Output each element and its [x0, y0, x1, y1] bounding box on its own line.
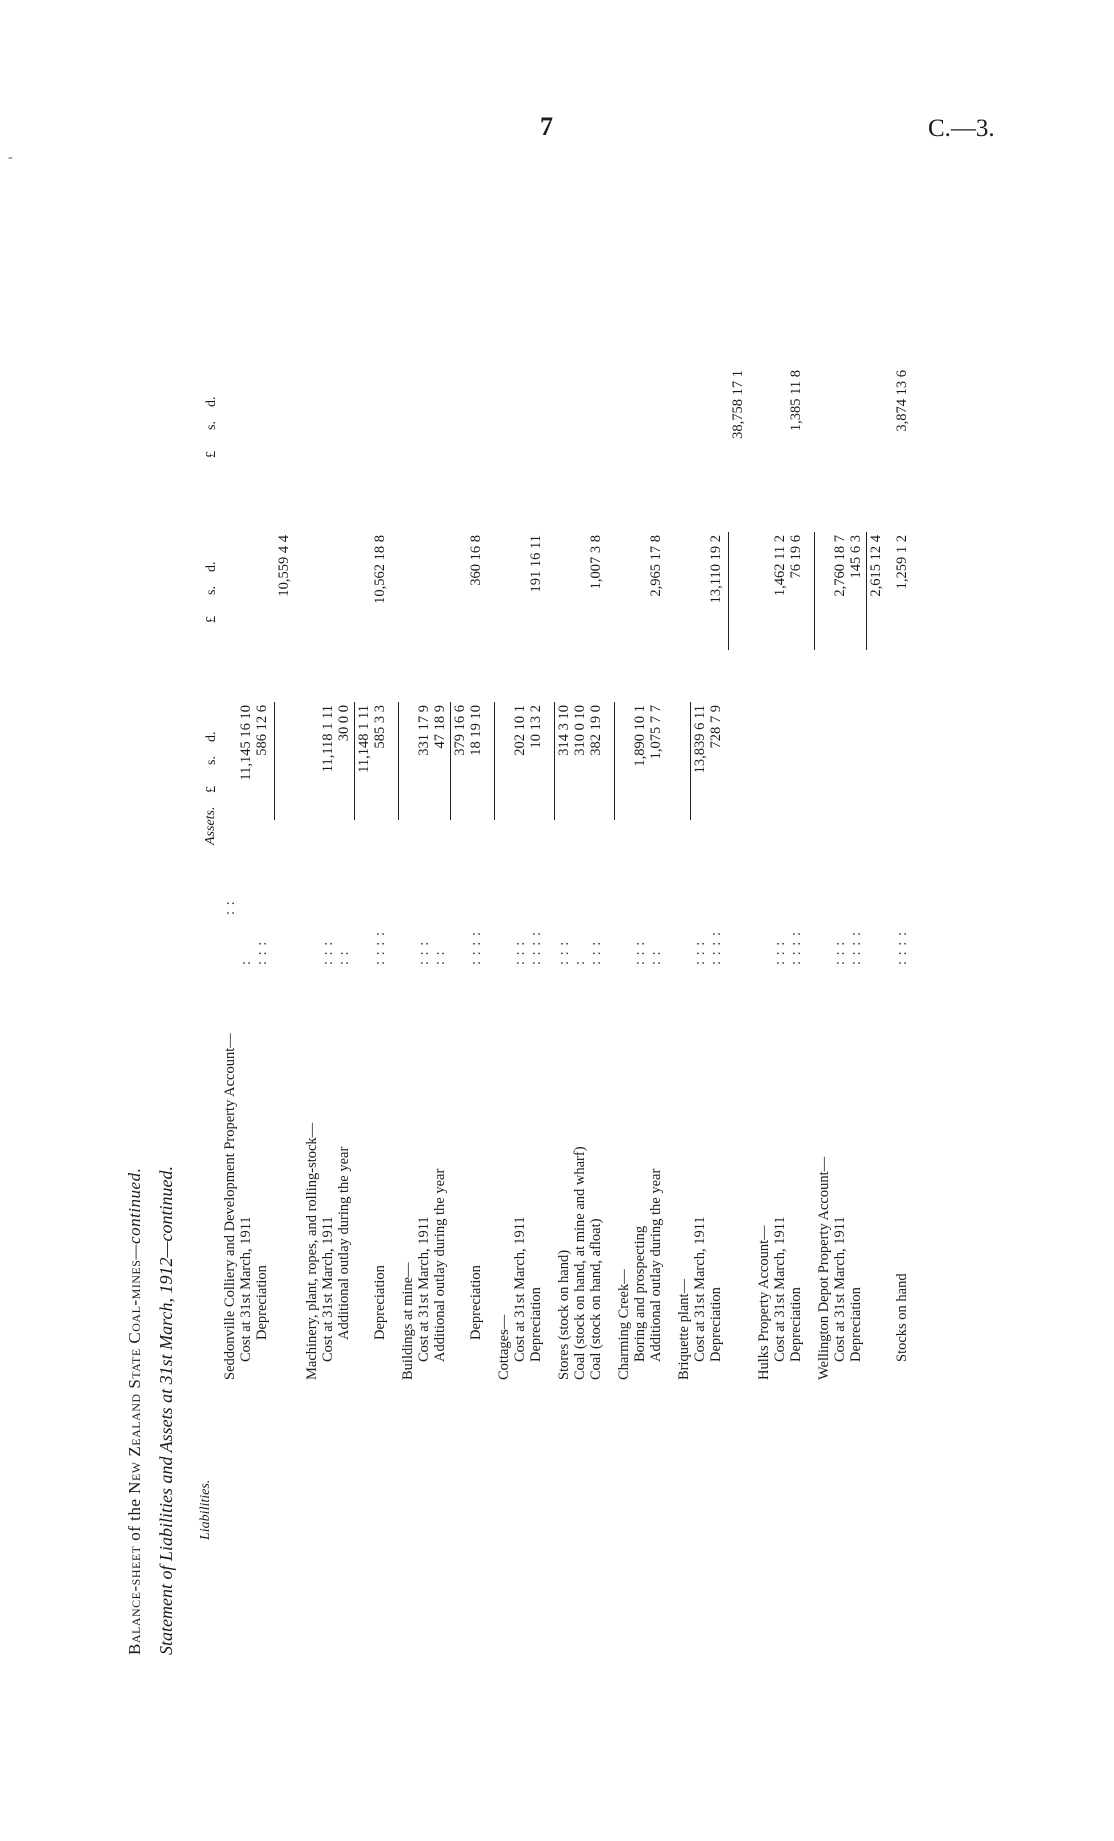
- ledger-row: [356, 15, 372, 1655]
- column-header-1: £ s. d.: [204, 731, 219, 793]
- ledger-row: [222, 15, 238, 1655]
- amount-column-2: 1,259 1 2: [894, 535, 910, 590]
- subtotal-rule: [354, 702, 355, 820]
- ledger-row: [320, 15, 336, 1655]
- amount-column-1: 310 0 10: [572, 705, 588, 756]
- amount-column-1: 379 16 6: [452, 705, 468, 756]
- leader-dots: : : :: [772, 940, 788, 965]
- row-label: Cost at 31st March, 1911: [512, 1216, 528, 1362]
- amount-column-3: 3,874 13 6: [894, 370, 910, 432]
- amount-column-1: 11,145 16 10: [238, 705, 254, 781]
- ledger-row: [556, 15, 572, 1655]
- document-reference: C.—3.: [928, 115, 995, 142]
- assets-heading: Assets.: [203, 806, 218, 845]
- amount-column-2: 2,760 18 7: [832, 535, 848, 597]
- ledger-row: [648, 15, 664, 1655]
- row-label: Depreciation: [708, 1287, 724, 1362]
- ledger-row: [868, 15, 884, 1655]
- amount-column-2: 191 16 11: [528, 535, 544, 593]
- amount-column-2: 2,615 12 4: [868, 535, 884, 597]
- amount-column-2: 360 16 8: [468, 535, 484, 586]
- amount-column-1: 30 0 0: [336, 705, 352, 742]
- leader-dots: : :: [336, 950, 352, 965]
- amount-column-2: 10,562 18 8: [372, 535, 388, 604]
- row-label: Cottages—: [496, 1314, 512, 1380]
- ledger-row: [400, 15, 416, 1655]
- subtotal-rule: [494, 702, 495, 820]
- row-label: Coal (stock on hand, at mine and wharf): [572, 1146, 588, 1380]
- amount-column-1: 1,890 10 1: [632, 705, 648, 767]
- title-part: Coal-mines: [125, 1259, 144, 1344]
- row-label: Charming Creek—: [616, 1269, 632, 1380]
- amount-column-1: 314 3 10: [556, 705, 572, 756]
- leader-dots: : : : :: [372, 931, 388, 965]
- row-label: Depreciation: [372, 1265, 388, 1340]
- ledger-row: [336, 15, 352, 1655]
- row-label: Hulks Property Account—: [756, 1225, 772, 1380]
- amount-column-2: 145 6 3: [848, 535, 864, 579]
- amount-column-1: 11,148 1 11: [356, 705, 372, 773]
- amount-column-3: 1,385 11 8: [788, 370, 804, 432]
- row-label: Boring and prospecting: [632, 1225, 648, 1362]
- ledger-row: [512, 15, 528, 1655]
- row-label: Cost at 31st March, 1911: [692, 1216, 708, 1362]
- amount-column-1: 47 18 9: [432, 705, 448, 749]
- ledger-row: [496, 15, 512, 1655]
- ledger-row: [730, 15, 746, 1655]
- title-suffix: —continued.: [125, 1167, 144, 1260]
- row-label: Cost at 31st March, 1911: [416, 1216, 432, 1362]
- ledger-row: [372, 15, 388, 1655]
- subtotal-rule: [274, 702, 275, 820]
- row-label: Stores (stock on hand): [556, 1249, 572, 1380]
- row-label: Wellington Depot Property Account—: [816, 1156, 832, 1380]
- amount-column-1: 11,118 1 11: [320, 705, 336, 773]
- title-part: State: [125, 1348, 144, 1389]
- column-header-3: £ s. d.: [204, 396, 219, 458]
- row-label: Buildings at mine—: [400, 1262, 416, 1380]
- row-label: Cost at 31st March, 1911: [772, 1216, 788, 1362]
- row-label: Machinery, plant, ropes, and rolling-stock—: [304, 1122, 320, 1380]
- row-label: Additional outlay during the year: [648, 1168, 664, 1362]
- title-part: New Zealand: [125, 1393, 144, 1494]
- ledger-row: [692, 15, 708, 1655]
- row-label: Depreciation: [848, 1287, 864, 1362]
- ledger-row: [772, 15, 788, 1655]
- leader-dots: : : :: [588, 940, 604, 965]
- row-label: Additional outlay during the year: [336, 1146, 352, 1340]
- row-label: Cost at 31st March, 1911: [238, 1216, 254, 1362]
- row-label: Depreciation: [468, 1265, 484, 1340]
- page-number: 7: [540, 112, 553, 141]
- ledger-row: [616, 15, 632, 1655]
- row-label: Briquette plant—: [676, 1278, 692, 1380]
- amount-column-2: 76 19 6: [788, 535, 804, 579]
- ledger-row: [632, 15, 648, 1655]
- amount-column-1: 1,075 7 7: [648, 705, 664, 760]
- amount-column-1: 331 17 9: [416, 705, 432, 756]
- ledger-row: [894, 15, 910, 1655]
- subtotal-rule: [866, 532, 867, 650]
- ledger-row: [588, 15, 604, 1655]
- title-part: Balance-sheet: [125, 1545, 144, 1655]
- subtotal-rule: [450, 702, 451, 820]
- subtotal-rule: [690, 702, 691, 820]
- ledger-row: [304, 15, 320, 1655]
- ledger-row: [254, 15, 270, 1655]
- leader-dots: : :: [432, 950, 448, 965]
- liabilities-heading: Liabilities.: [198, 1479, 213, 1540]
- ledger-row: [452, 15, 468, 1655]
- leader-dots: : : :: [320, 940, 336, 965]
- leader-dots: : : :: [832, 940, 848, 965]
- rotated-ledger-page: [125, 0, 1114, 1655]
- leader-dots: : :: [222, 900, 238, 915]
- leader-dots: : : :: [632, 940, 648, 965]
- leader-dots: : : :: [512, 940, 528, 965]
- column-header-2: £ s. d.: [204, 561, 219, 623]
- leader-dots: : : : :: [894, 931, 910, 965]
- leader-dots: :: [572, 959, 588, 965]
- amount-column-1: 382 19 0: [588, 705, 604, 756]
- amount-column-1: 13,839 6 11: [692, 705, 708, 774]
- row-label: Stocks on hand: [894, 1273, 910, 1362]
- subtotal-rule: [814, 532, 815, 650]
- row-label: Additional outlay during the year: [432, 1168, 448, 1362]
- amount-column-1: 728 7 9: [708, 705, 724, 749]
- row-label: Depreciation: [788, 1287, 804, 1362]
- leader-dots: : : :: [254, 940, 270, 965]
- leader-dots: : : :: [556, 940, 572, 965]
- leader-dots: : : : :: [528, 931, 544, 965]
- ledger-row: [276, 15, 292, 1655]
- balance-sheet-title: [125, 375, 145, 1655]
- ledger-row: [416, 15, 432, 1655]
- ledger-row: [756, 15, 772, 1655]
- ledger-row: [788, 15, 804, 1655]
- ledger-row: [528, 15, 544, 1655]
- amount-column-2: 13,110 19 2: [708, 535, 724, 604]
- ledger-row: [816, 15, 832, 1655]
- amount-column-1: 202 10 1: [512, 705, 528, 756]
- row-label: Cost at 31st March, 1911: [320, 1216, 336, 1362]
- leader-dots: : : : :: [788, 931, 804, 965]
- amount-column-2: 10,559 4 4: [276, 535, 292, 597]
- ledger-row: [848, 15, 864, 1655]
- stray-mark: -: [8, 150, 13, 165]
- subtotal-rule: [728, 532, 729, 650]
- leader-dots: :: [238, 959, 254, 965]
- subtotal-rule: [554, 702, 555, 820]
- row-label: Coal (stock on hand, afloat): [588, 1218, 604, 1380]
- amount-column-1: 586 12 6: [254, 705, 270, 756]
- amount-column-1: 585 3 3: [372, 705, 388, 749]
- row-label: Cost at 31st March, 1911: [832, 1216, 848, 1362]
- leader-dots: : : :: [416, 940, 432, 965]
- leader-dots: : : : :: [708, 931, 724, 965]
- ledger-row: [832, 15, 848, 1655]
- ledger-row: [676, 15, 692, 1655]
- assets-ledger: [222, 15, 910, 1655]
- amount-column-2: 2,965 17 8: [648, 535, 664, 597]
- leader-dots: : : : :: [468, 931, 484, 965]
- row-label: Seddonville Colliery and Development Property Account—: [222, 1033, 238, 1380]
- amount-column-1: 18 19 10: [468, 705, 484, 756]
- amount-column-2: 1,007 3 8: [588, 535, 604, 590]
- leader-dots: : : :: [692, 940, 708, 965]
- amount-column-2: 1,462 11 2: [772, 535, 788, 597]
- ledger-row: [468, 15, 484, 1655]
- title-part: of the: [125, 1498, 144, 1541]
- subtotal-rule: [398, 702, 399, 820]
- leader-dots: : : : :: [848, 931, 864, 965]
- subtotal-rule: [614, 702, 615, 820]
- statement-subtitle: Statement of Liabilities and Assets at 31st March, 1912—continued.: [156, 1166, 176, 1655]
- amount-column-1: 10 13 2: [528, 705, 544, 749]
- ledger-row: [572, 15, 588, 1655]
- ledger-row: [708, 15, 724, 1655]
- ledger-row: [238, 15, 254, 1655]
- leader-dots: : :: [648, 950, 664, 965]
- row-label: Depreciation: [528, 1287, 544, 1362]
- amount-column-3: 38,758 17 1: [730, 370, 746, 439]
- ledger-row: [432, 15, 448, 1655]
- row-label: Depreciation: [254, 1265, 270, 1340]
